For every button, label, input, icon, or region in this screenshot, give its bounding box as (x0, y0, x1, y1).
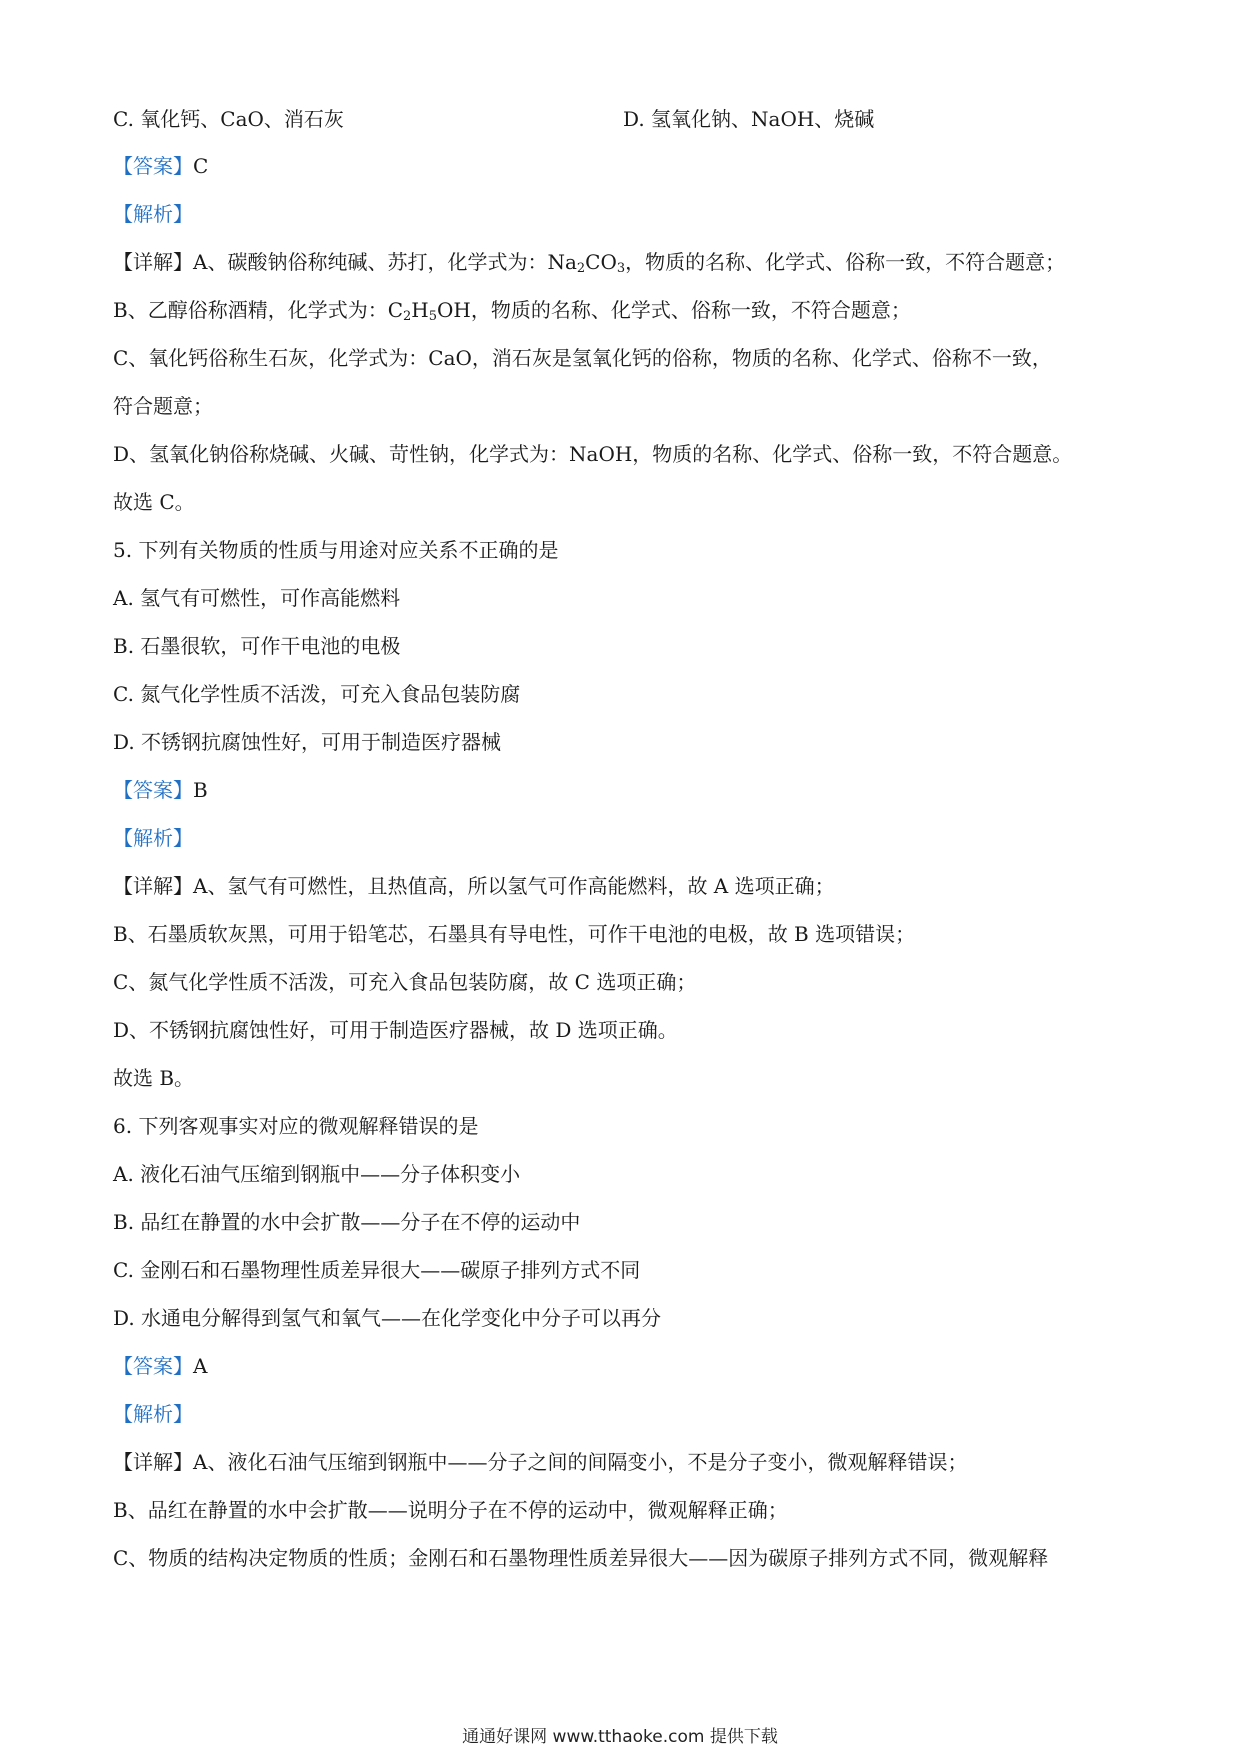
q6-option-b: B. 品红在静置的水中会扩散——分子在不停的运动中 (113, 1210, 581, 1234)
q5-detail-b: B、石墨质软灰黑，可用于铅笔芯，石墨具有导电性，可作干电池的电极，故 B 选项错误； (113, 922, 916, 946)
detail-tag: 【详解】 (113, 1450, 193, 1474)
detail-tag: 【详解】 (113, 874, 193, 898)
answer-tag: 【答案】 (113, 154, 193, 178)
q5-detail-c: C、氮气化学性质不活泼，可充入食品包装防腐，故 C 选项正确； (113, 970, 697, 994)
q4-detail-d: D、氢氧化钠俗称烧碱、火碱、苛性钠，化学式为：NaOH，物质的名称、化学式、俗称一致，不符合题意。 (113, 442, 1073, 466)
q6-option-c: C. 金刚石和石墨物理性质差异很大——碳原子排列方式不同 (113, 1258, 641, 1282)
q6-detail-c: C、物质的结构决定物质的性质；金刚石和石墨物理性质差异很大——因为碳原子排列方式不同，微观解释 (113, 1546, 1049, 1570)
q5-answer-row (113, 775, 208, 805)
q5-option-c: C. 氮气化学性质不活泼，可充入食品包装防腐 (113, 682, 521, 706)
q5-question: 5. 下列有关物质的性质与用途对应关系不正确的是 (113, 538, 559, 562)
q6-answer: A (193, 1354, 208, 1378)
q4-option-c: C. 氧化钙、CaO、消石灰 (113, 107, 344, 131)
q5-answer: B (193, 778, 208, 802)
analysis-tag: 【解析】 (113, 202, 193, 226)
q4-option-d: D. 氢氧化钠、NaOH、烧碱 (623, 107, 875, 131)
q4-detail-c-line2: 符合题意； (113, 394, 213, 418)
q6-detail-a: 【详解】A、液化石油气压缩到钢瓶中——分子之间的间隔变小，不是分子变小，微观解释错误； (113, 1450, 968, 1474)
q4-answer-row (113, 151, 208, 181)
q5-option-d: D. 不锈钢抗腐蚀性好，可用于制造医疗器械 (113, 730, 502, 754)
q5-detail-d: D、不锈钢抗腐蚀性好，可用于制造医疗器械，故 D 选项正确。 (113, 1018, 678, 1042)
q6-option-d: D. 水通电分解得到氢气和氧气——在化学变化中分子可以再分 (113, 1306, 662, 1330)
q6-answer-row (113, 1351, 207, 1381)
page-footer: 通通好课网 www.tthaoke.com 提供下载 (462, 1727, 778, 1747)
analysis-tag: 【解析】 (113, 1402, 193, 1426)
q6-option-a: A. 液化石油气压缩到钢瓶中——分子体积变小 (113, 1162, 521, 1186)
detail-tag: 【详解】 (113, 250, 193, 274)
q4-detail-b: B、乙醇俗称酒精，化学式为：$C_2H_5OH$，物质的名称、化学式、俗称一致，不符合题意； (113, 298, 911, 324)
answer-tag: 【答案】 (113, 778, 193, 802)
q4-answer: C (193, 154, 209, 178)
q4-detail-a: 【详解】A、碳酸钠俗称纯碱、苏打，化学式为：$Na_2CO_3$，物质的名称、化学式、俗称一致，不符合题意； (113, 250, 1066, 276)
analysis-tag: 【解析】 (113, 826, 193, 850)
q4-detail-c-line1: C、氧化钙俗称生石灰，化学式为：CaO，消石灰是氢氧化钙的俗称，物质的名称、化学式、俗称不一致， (113, 346, 1052, 370)
q5-option-b: B. 石墨很软，可作干电池的电极 (113, 634, 401, 658)
answer-tag: 【答案】 (113, 1354, 193, 1378)
q6-detail-b: B、品红在静置的水中会扩散——说明分子在不停的运动中，微观解释正确； (113, 1498, 788, 1522)
q6-question: 6. 下列客观事实对应的微观解释错误的是 (113, 1114, 479, 1138)
q5-detail-a: 【详解】A、氢气有可燃性，且热值高，所以氢气可作高能燃料，故 A 选项正确； (113, 874, 835, 898)
q5-conclusion: 故选 B。 (113, 1066, 195, 1090)
q4-conclusion: 故选 C。 (113, 490, 195, 514)
q5-option-a: A. 氢气有可燃性，可作高能燃料 (113, 586, 401, 610)
